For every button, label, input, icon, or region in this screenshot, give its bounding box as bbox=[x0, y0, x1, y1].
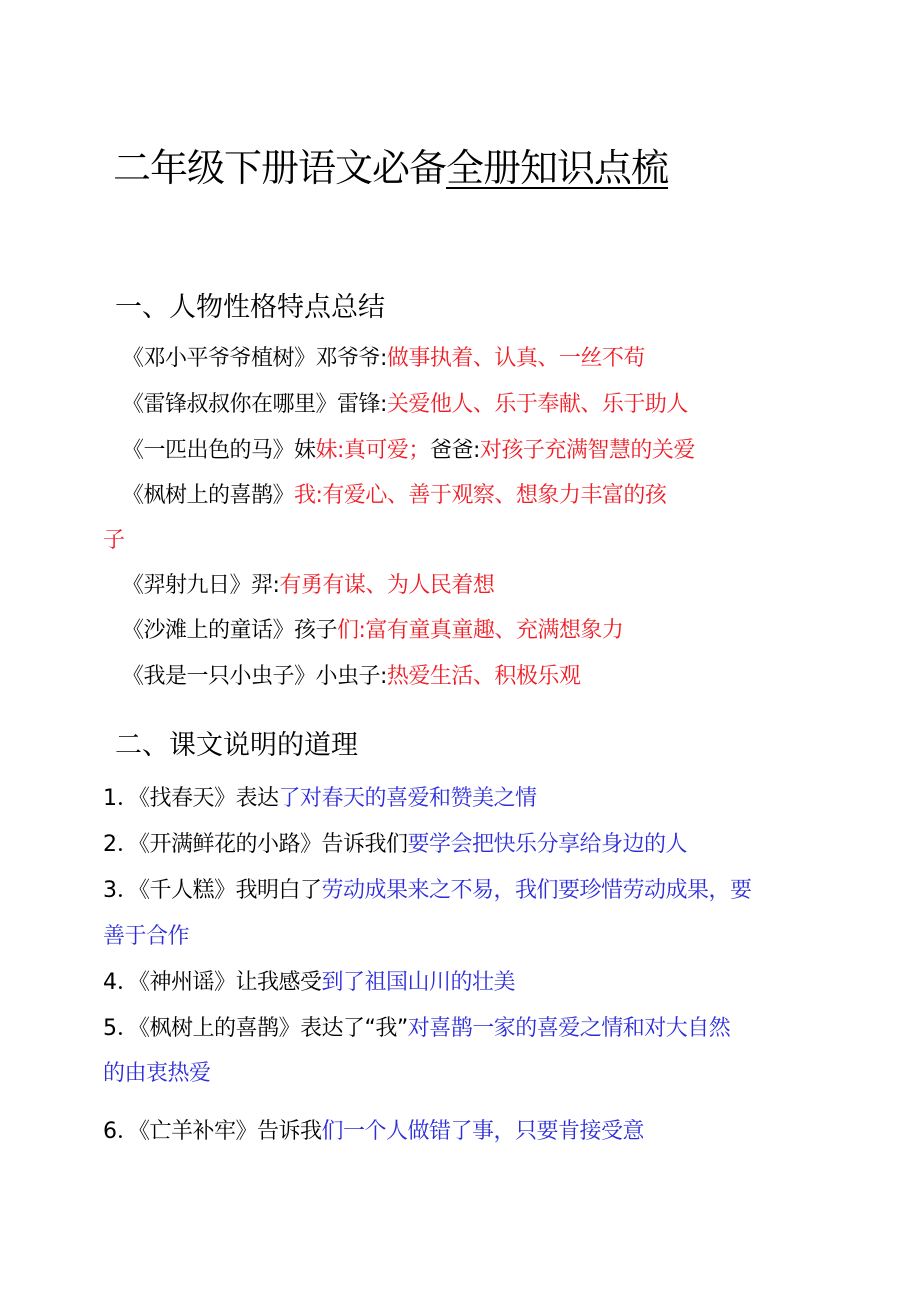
item-text: 《枫树上的喜鹊》 bbox=[122, 483, 295, 508]
item-text: 爸爸: bbox=[429, 438, 480, 463]
item-number: 2． bbox=[103, 832, 139, 857]
section1-item bbox=[122, 614, 623, 648]
item-highlight: 妹:真可爱； bbox=[315, 438, 430, 463]
section2-item-continuation: 善于合作 bbox=[103, 924, 190, 949]
item-text: 《雷锋叔叔你在哪里》雷锋: bbox=[122, 392, 387, 417]
section2-item bbox=[103, 782, 537, 816]
item-text: 《开满鲜花的小路》告诉我们 bbox=[139, 832, 408, 857]
section2-item-continuation: 的由衷热爱 bbox=[103, 1061, 211, 1086]
section1-heading: 一、人物性格特点总结 bbox=[115, 292, 385, 323]
item-text: 《找春天》表达 bbox=[139, 786, 279, 811]
item-number: 4． bbox=[103, 970, 139, 995]
section1-item bbox=[122, 660, 580, 694]
section1-item-continuation: 子 bbox=[103, 528, 125, 553]
title-plain: 二年级下册语文必备 bbox=[113, 146, 447, 190]
item-number: 3． bbox=[103, 878, 139, 903]
section2-item bbox=[103, 966, 515, 1000]
item-highlight: 有勇有谋、为人民着想 bbox=[279, 573, 495, 598]
item-text: 《沙滩上的童话》孩子 bbox=[122, 618, 338, 643]
item-text: 《邓小平爷爷植树》邓爷爷: bbox=[122, 346, 387, 371]
item-text: 《我是一只小虫子》小虫子: bbox=[122, 664, 387, 689]
title-underlined: 全册知识点梳 bbox=[446, 146, 669, 190]
item-highlight: 要学会把快乐分享给身边的人 bbox=[407, 832, 688, 857]
item-highlight: 劳动成果来之不易，我们要珍惜劳动成果，要 bbox=[321, 878, 752, 903]
item-number: 5． bbox=[103, 1016, 139, 1041]
item-text: 《羿射九日》羿: bbox=[122, 573, 280, 598]
item-number: 1． bbox=[103, 786, 139, 811]
section1-item bbox=[122, 569, 494, 603]
item-highlight: 做事执着、认真、一丝不苟 bbox=[386, 346, 645, 371]
item-text: 《枫树上的喜鹊》表达了“我” bbox=[139, 1016, 408, 1041]
section1-item bbox=[122, 479, 666, 513]
item-highlight: 对孩子充满智慧的关爱 bbox=[479, 438, 695, 463]
item-text: 《神州谣》让我感受 bbox=[139, 970, 322, 995]
item-text: 《千人糕》我明白了 bbox=[139, 878, 322, 903]
item-text: 《亡羊补牢》告诉我 bbox=[139, 1119, 322, 1144]
item-highlight: 关爱他人、乐于奉献、乐于助人 bbox=[386, 392, 688, 417]
section2-item bbox=[103, 874, 752, 908]
item-highlight: 对喜鹊一家的喜爱之情和对大自然 bbox=[407, 1016, 731, 1041]
item-highlight: 我:有爱心、善于观察、想象力丰富的孩 bbox=[294, 483, 667, 508]
section1-item bbox=[122, 434, 695, 468]
document-title bbox=[113, 140, 668, 196]
item-text: 《一匹出色的马》妹 bbox=[122, 438, 316, 463]
section2-heading: 二、课文说明的道理 bbox=[115, 730, 358, 761]
item-highlight: 们:富有童真童趣、充满想象力 bbox=[337, 618, 624, 643]
item-highlight: 们一个人做错了事，只要肯接受意 bbox=[321, 1119, 645, 1144]
section1-item bbox=[122, 388, 688, 422]
section2-item bbox=[103, 828, 687, 862]
section2-item bbox=[103, 1115, 644, 1149]
section1-item bbox=[122, 342, 645, 376]
item-highlight: 了对春天的喜爱和赞美之情 bbox=[278, 786, 537, 811]
item-highlight: 热爱生活、积极乐观 bbox=[386, 664, 581, 689]
section2-item bbox=[103, 1012, 730, 1046]
item-highlight: 到了祖国山川的壮美 bbox=[321, 970, 516, 995]
item-number: 6． bbox=[103, 1119, 139, 1144]
